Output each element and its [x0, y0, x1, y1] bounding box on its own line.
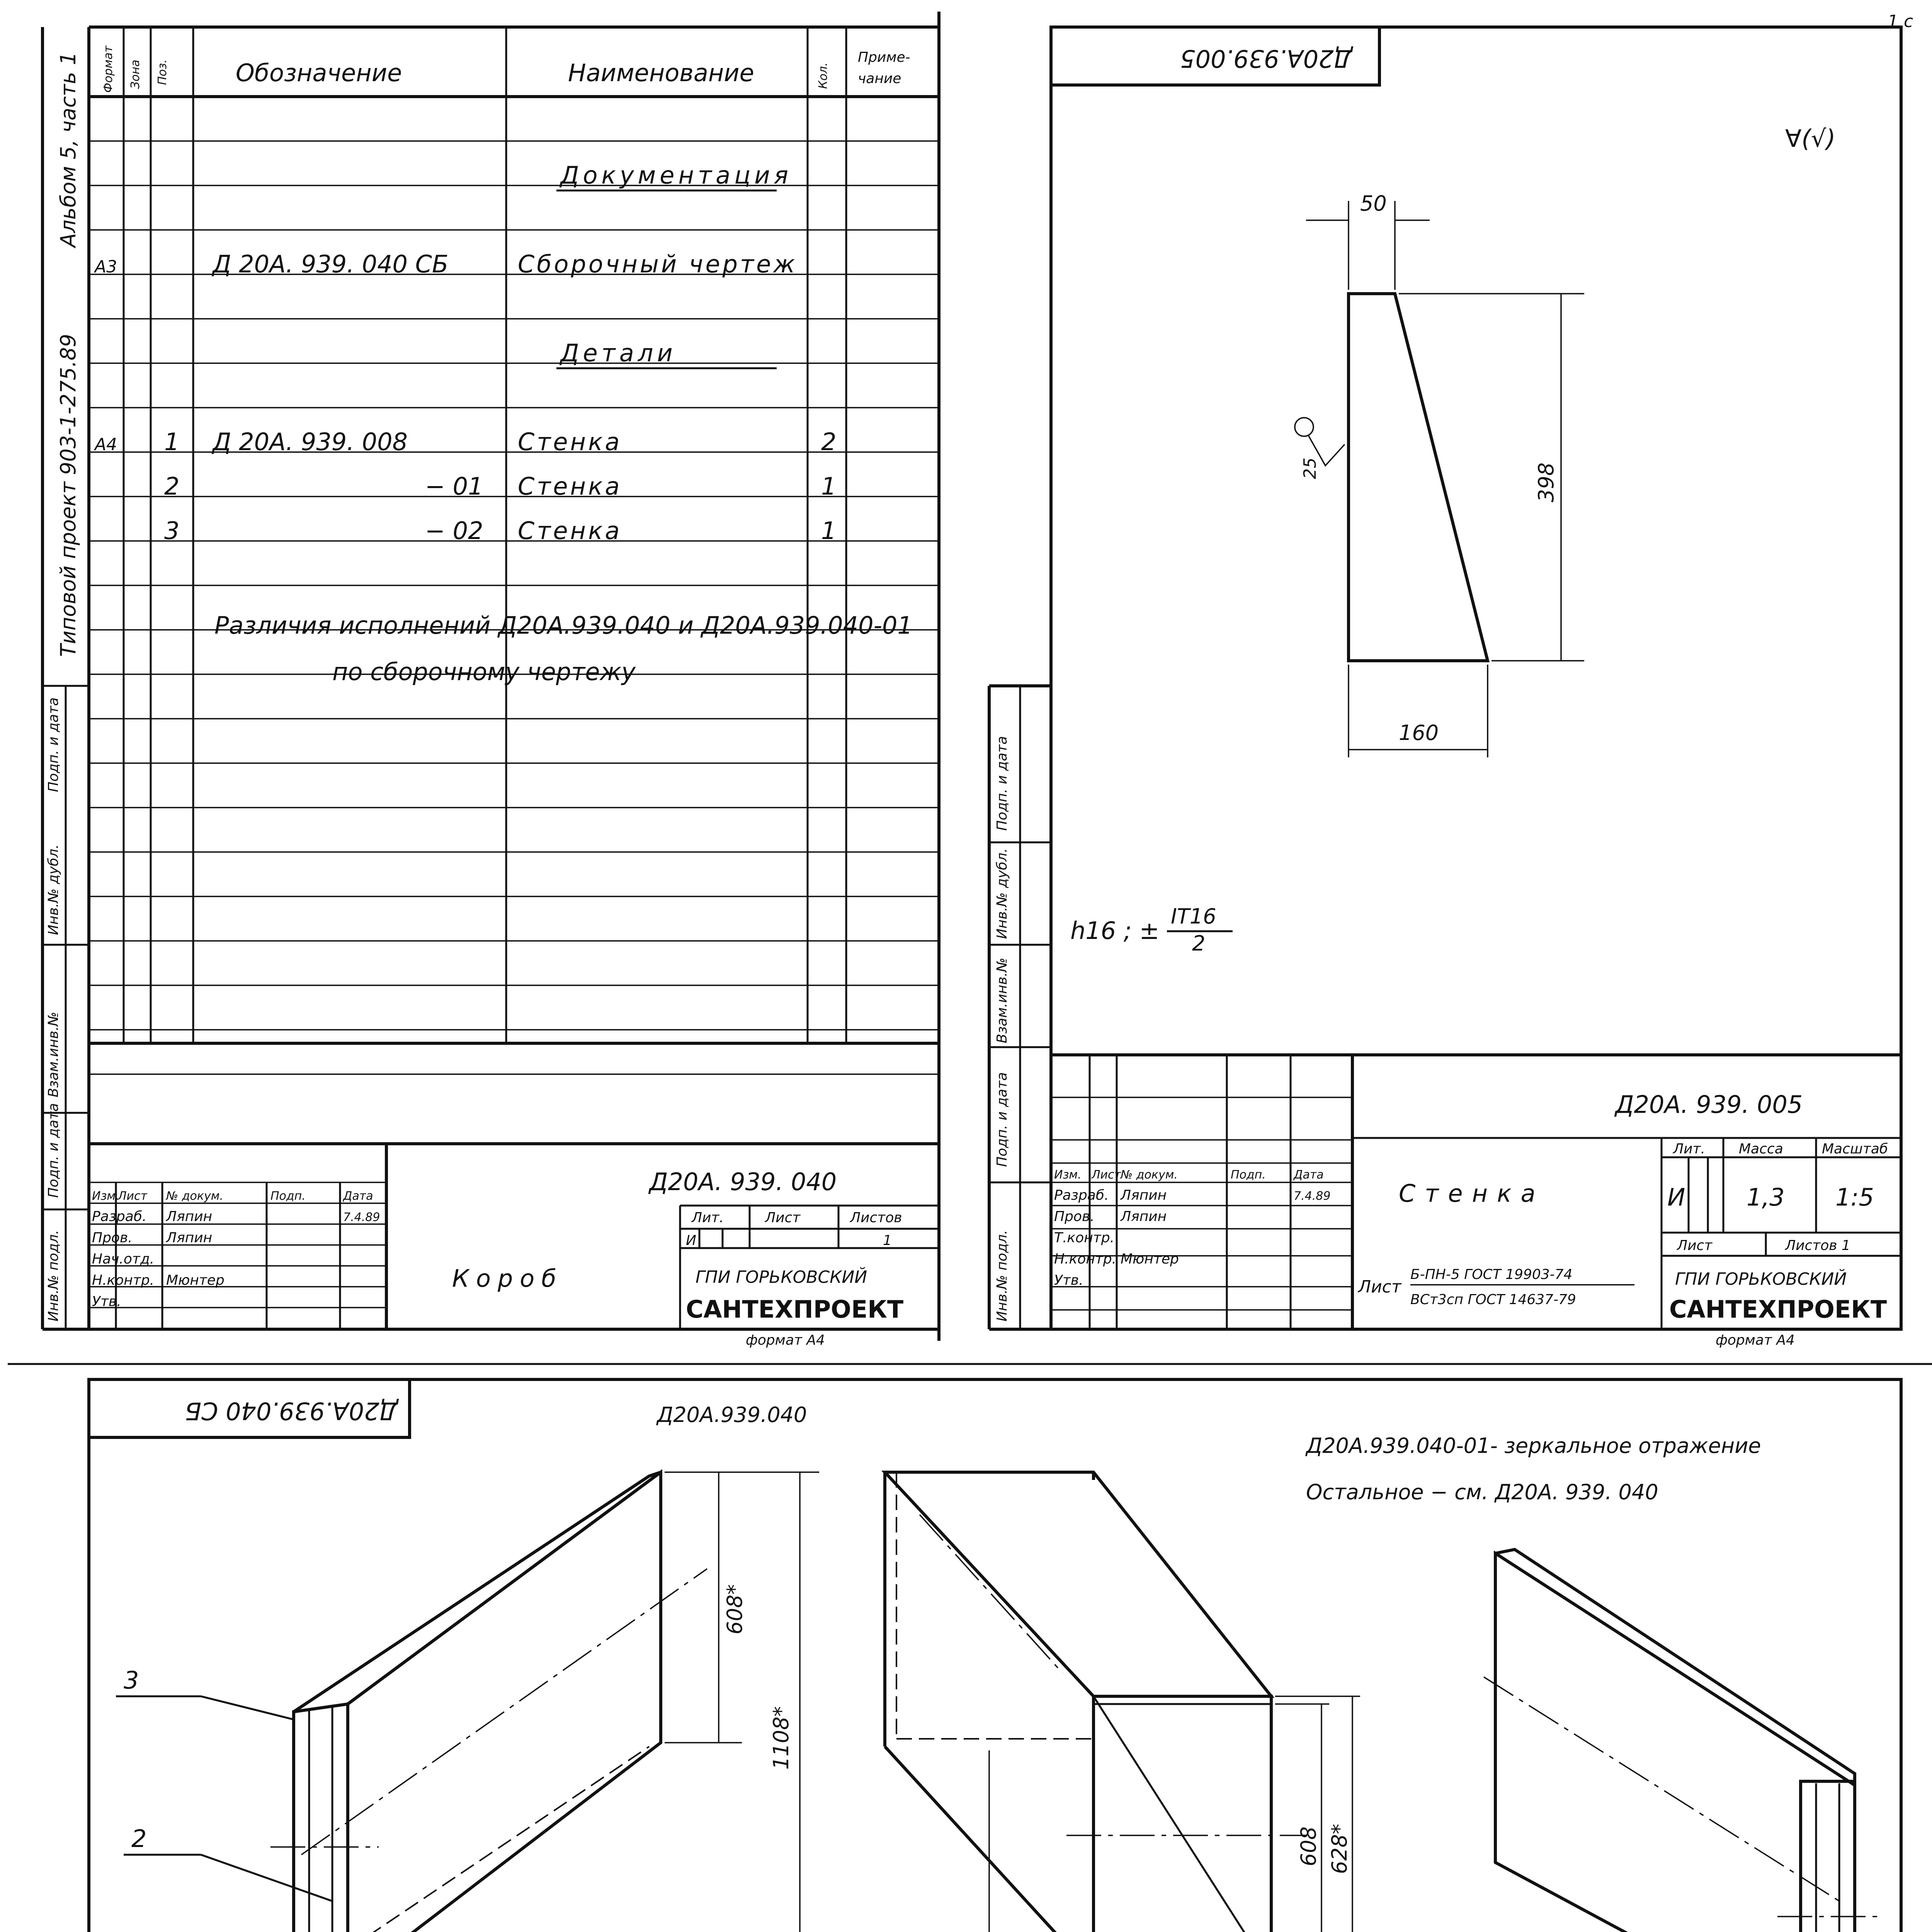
- wall-dim-bottom: 160: [1399, 721, 1439, 745]
- wall-scale: 1:5: [1835, 1183, 1874, 1211]
- tb-role: Утв.: [1054, 1272, 1083, 1288]
- wall-stamp-label-5: Инв.№ подл.: [994, 1230, 1010, 1321]
- assembly-view-front-right: [885, 1472, 1360, 1932]
- assembly-panel: [43, 1379, 1901, 1932]
- wall-scale-header: Масштаб: [1822, 1141, 1888, 1157]
- spec-row-qty: 1: [821, 472, 837, 500]
- tb-date: 7.4.89: [343, 1211, 380, 1224]
- wall-material-top: Б-ПН-5 ГОСТ 19903-74: [1410, 1267, 1573, 1282]
- spec-row-name: Сборочный чертеж: [518, 250, 798, 278]
- hdr-qty: Кол.: [816, 62, 830, 89]
- album-label: Альбом 5, часть 1: [56, 52, 80, 247]
- wall-format: формат А4: [1716, 1332, 1795, 1348]
- hdr-note-1: Приме-: [858, 49, 910, 65]
- tb-role-header: № докум.: [1121, 1168, 1178, 1182]
- asm-dim-1108: 1108*: [769, 1706, 793, 1770]
- wall-lit: И: [1667, 1183, 1685, 1211]
- asm-label-3: 3: [124, 1666, 139, 1694]
- spec-grid: [89, 27, 939, 1074]
- stamp-label-sign-date-1: Подп. и дата: [46, 697, 61, 792]
- tb-person: Ляпин: [166, 1230, 213, 1246]
- tb-role: Н.контр.: [92, 1272, 155, 1288]
- wall-doc-number: Д20А. 939. 005: [1615, 1090, 1803, 1119]
- wall-stamp-label-4: Подп. и дата: [994, 1072, 1010, 1167]
- project-label: Типовой проект 903-1-275.89: [56, 334, 80, 657]
- spec-row-name: Стенка: [518, 517, 622, 545]
- wall-sheets-header: Листов 1: [1785, 1238, 1850, 1253]
- spec-item-name: Короб: [452, 1264, 563, 1293]
- corner-mark: 1 с: [1888, 12, 1913, 31]
- wall-material-prefix: Лист: [1358, 1277, 1401, 1297]
- tb-date: 7.4.89: [1294, 1189, 1331, 1203]
- spec-lit: И: [686, 1233, 696, 1248]
- wall-org1: ГПИ ГОРЬКОВСКИЙ: [1675, 1269, 1847, 1289]
- tb-role: Т.контр.: [1054, 1230, 1115, 1246]
- asm-dim-608: 608: [1296, 1826, 1321, 1866]
- hdr-zone: Зона: [129, 60, 142, 89]
- wall-sheet-header: Лист: [1677, 1238, 1713, 1253]
- spec-row-designation: Д 20А. 939. 040 СБ: [213, 250, 449, 278]
- spec-format: формат А4: [746, 1332, 825, 1348]
- wall-stamp-label-3: Взам.инв.№: [994, 957, 1010, 1043]
- spec-row-pos: 2: [164, 472, 180, 500]
- tb-role: Н.контр.: [1054, 1251, 1117, 1267]
- spec-row-pos: 1: [164, 428, 180, 456]
- wall-tolerance-num: IT16: [1171, 904, 1216, 929]
- wall-dim-top: 50: [1360, 191, 1387, 216]
- tb-person: Мюнтер: [166, 1272, 224, 1288]
- spec-lit-header: Лит.: [692, 1210, 724, 1226]
- wall-rotated-number: Д20А.939.005: [1180, 44, 1352, 73]
- spec-row-designation: Д 20А. 939. 008: [213, 428, 408, 456]
- spec-doc-number: Д20А. 939. 040: [649, 1168, 837, 1196]
- spec-row-pos: 3: [164, 517, 180, 545]
- stamp-label-dup: Инв.№ дубл.: [46, 844, 61, 935]
- tb-role: Пров.: [1054, 1209, 1095, 1225]
- spec-sheets-header: Листов: [850, 1210, 902, 1226]
- tb-role: Утв.: [92, 1294, 121, 1310]
- tb-role-header: Дата: [1294, 1168, 1324, 1182]
- spec-row-qty: 2: [821, 428, 837, 456]
- stamp-label-orig: Инв.№ подл.: [46, 1230, 61, 1321]
- wall-lit-header: Лит.: [1673, 1141, 1705, 1157]
- spec-row-qty: 1: [821, 517, 837, 545]
- asm-mirror-note: Д20А.939.040-01- зеркальное отражение: [1306, 1434, 1761, 1458]
- stamp-label-sign-date-2: Подп. и дата: [46, 1103, 61, 1198]
- spec-row-name: Стенка: [518, 472, 622, 500]
- assembly-view-mirrored: [1484, 1549, 1878, 1932]
- wall-stamp-label-1: Подп. и дата: [994, 736, 1010, 831]
- tb-role-header: Лист: [118, 1189, 148, 1203]
- hdr-format: Формат: [102, 46, 115, 93]
- tb-role: Разраб.: [92, 1209, 147, 1225]
- tb-role: Нач.отд.: [92, 1251, 155, 1267]
- spec-row-designation: − 01: [425, 472, 483, 500]
- spec-org2: САНТЕХПРОЕКТ: [686, 1295, 904, 1323]
- wall-detail-panel: [989, 27, 1901, 1348]
- spec-rows: [94, 161, 836, 545]
- tb-role: Пров.: [92, 1230, 133, 1246]
- wall-stamp-label-2: Инв.№ дубл.: [994, 848, 1010, 939]
- asm-label-2: 2: [131, 1825, 147, 1853]
- spec-note-line1: Различия исполнений Д20А.939.040 и Д20А.939.040-01: [214, 611, 913, 639]
- spec-sheet-header: Лист: [765, 1210, 801, 1226]
- wall-tolerance-prefix: h16 ; ±: [1070, 917, 1160, 945]
- tb-role-header: Изм.: [1054, 1168, 1082, 1182]
- asm-dim-608-star: 608*: [723, 1584, 747, 1634]
- spec-title-block: [89, 1144, 939, 1329]
- assembly-view-front-left: [116, 1472, 819, 1932]
- tb-role: Разраб.: [1054, 1187, 1109, 1203]
- spec-row-name: Детали: [560, 339, 677, 367]
- asm-top-label: Д20А.939.040: [657, 1403, 807, 1427]
- tb-role-header: Дата: [343, 1189, 373, 1203]
- spec-note-line2: по сборочному чертежу: [332, 658, 636, 686]
- spec-row-format: А4: [95, 435, 117, 454]
- specification-panel: [43, 12, 939, 1348]
- tb-role-header: Лист: [1092, 1168, 1121, 1182]
- spec-org1: ГПИ ГОРЬКОВСКИЙ: [696, 1267, 867, 1287]
- spec-row-designation: − 02: [425, 517, 483, 545]
- spec-sheets: 1: [883, 1233, 892, 1248]
- tb-role-header: Изм.: [92, 1189, 119, 1203]
- hdr-name: Наименование: [568, 59, 754, 87]
- asm-dim-628: 628*: [1327, 1823, 1352, 1874]
- wall-org2: САНТЕХПРОЕКТ: [1669, 1295, 1887, 1323]
- tb-person: Ляпин: [166, 1209, 213, 1225]
- asm-rest-note: Остальное − см. Д20А. 939. 040: [1306, 1480, 1658, 1504]
- wall-roughness: ∀(√): [1785, 124, 1836, 153]
- tb-role-header: Подп.: [1231, 1168, 1266, 1182]
- wall-dim-height: 398: [1534, 462, 1558, 502]
- tb-person: Ляпин: [1121, 1209, 1167, 1225]
- wall-material-bottom: ВСт3сп ГОСТ 14637-79: [1410, 1292, 1576, 1308]
- wall-mass: 1,3: [1747, 1183, 1785, 1211]
- spec-row-name: Документация: [560, 161, 792, 189]
- wall-weld-size: 25: [1300, 457, 1320, 479]
- asm-rotated-number: Д20А.939.040 СБ: [185, 1397, 398, 1425]
- wall-title-block: [1051, 1055, 1901, 1329]
- hdr-note-2: чание: [858, 71, 901, 87]
- spec-row: [556, 161, 792, 190]
- wall-item-name: Стенка: [1399, 1179, 1545, 1208]
- wall-tolerance-den: 2: [1192, 931, 1206, 956]
- tb-role-header: Подп.: [270, 1189, 306, 1203]
- hdr-pos: Поз.: [156, 59, 169, 85]
- tb-person: Ляпин: [1121, 1187, 1167, 1203]
- spec-row-format: А3: [95, 257, 117, 277]
- stamp-label-replace: Взам.инв.№: [46, 1012, 61, 1097]
- tb-role-header: № докум.: [166, 1189, 223, 1203]
- hdr-designation: Обозначение: [236, 59, 402, 87]
- tb-person: Мюнтер: [1121, 1251, 1179, 1267]
- spec-row-name: Стенка: [518, 428, 622, 456]
- wall-mass-header: Масса: [1739, 1141, 1783, 1157]
